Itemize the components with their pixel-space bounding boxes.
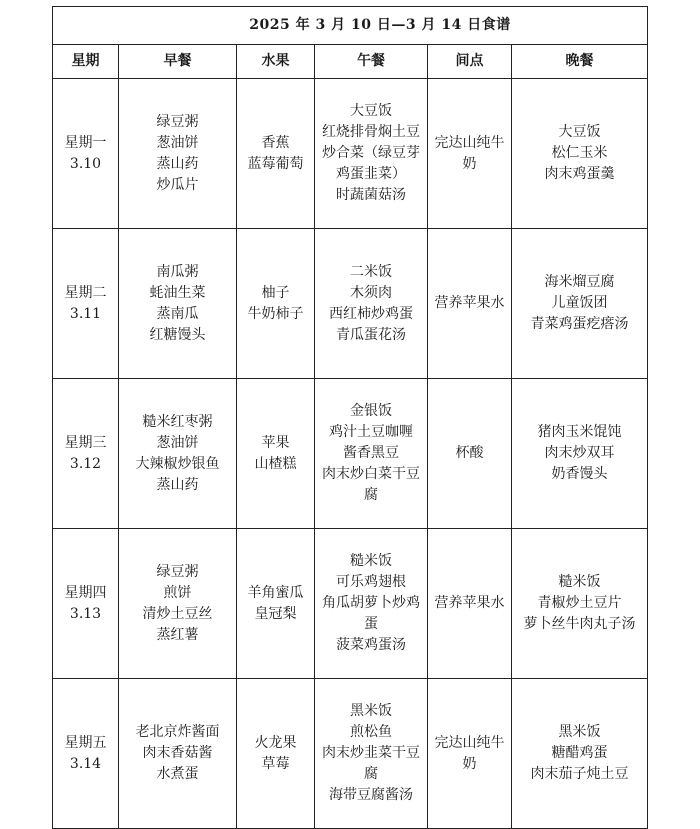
fruit-cell [237, 79, 315, 229]
menu-item: 蚝油生菜 [149, 284, 206, 301]
menu-item: 木须肉 [350, 284, 392, 301]
menu-item: 老北京炸酱面 [135, 724, 220, 740]
menu-item: 糖醋鸡蛋 [551, 745, 608, 761]
date-label: 3.13 [69, 605, 102, 622]
weekday-label: 星期二 [64, 284, 107, 301]
menu-item: 煎饼 [163, 584, 192, 601]
snack-cell [428, 79, 512, 229]
menu-item: 杯酸 [455, 445, 484, 461]
day-row [53, 229, 648, 379]
day-row [53, 679, 648, 829]
header-lunch: 午餐 [315, 45, 428, 79]
menu-item: 糙米饭 [558, 574, 601, 590]
header-snack: 间点 [428, 45, 512, 79]
day-row [53, 79, 648, 229]
menu-item: 奶香馒头 [551, 466, 608, 482]
menu-table [52, 6, 648, 829]
snack-cell [428, 679, 512, 829]
menu-item: 肉末香菇酱 [142, 745, 213, 761]
menu-item: 水煮蛋 [156, 766, 199, 782]
menu-item: 菠菜鸡蛋汤 [336, 637, 406, 653]
menu-item: 山楂糕 [254, 455, 297, 472]
menu-title: 2025 年 3 月 10 日—3 月 14 日食谱 [249, 17, 511, 33]
menu-item: 柚子 [261, 284, 290, 301]
header-dinner: 晚餐 [512, 45, 648, 79]
weekday-label: 星期四 [64, 584, 107, 601]
menu-item: 黑米饭 [350, 703, 392, 719]
breakfast-cell [119, 679, 237, 829]
date-label: 3.12 [69, 455, 102, 472]
menu-item: 萝卜丝牛肉丸子汤 [523, 616, 636, 632]
lunch-cell [315, 79, 428, 229]
day-row [53, 379, 648, 529]
weekday-label: 星期五 [64, 734, 107, 751]
menu-item: 蒸山药 [156, 476, 199, 493]
menu-item: 煎松鱼 [350, 724, 392, 740]
fruit-cell [237, 679, 315, 829]
dinner-cell [512, 529, 648, 679]
breakfast-cell [119, 79, 237, 229]
lunch-cell [315, 529, 428, 679]
menu-item: 金银饭 [350, 403, 392, 419]
menu-item: 海带豆腐酱汤 [329, 787, 413, 803]
breakfast-cell [119, 529, 237, 679]
menu-item: 苹果 [261, 434, 290, 451]
snack-cell [428, 229, 512, 379]
menu-item: 鸡汁土豆咖喱 [329, 424, 413, 440]
menu-item: 蓝莓葡萄 [247, 155, 304, 172]
menu-item: 完达山纯牛奶 [434, 734, 505, 772]
menu-item: 松仁玉米 [551, 145, 608, 161]
menu-item: 草莓 [261, 755, 290, 772]
header-row [53, 45, 648, 79]
fruit-cell [237, 379, 315, 529]
snack-cell [428, 529, 512, 679]
menu-item: 糙米红枣粥 [142, 413, 213, 430]
weekday-cell [53, 79, 119, 229]
menu-item: 营养苹果水 [434, 295, 505, 311]
menu-item: 儿童饭团 [551, 295, 608, 311]
weekday-cell [53, 379, 119, 529]
menu-item: 香蕉 [261, 134, 290, 151]
dinner-cell [512, 79, 648, 229]
menu-item: 海米熘豆腐 [544, 274, 615, 290]
menu-item: 猪肉玉米馄饨 [537, 424, 622, 440]
menu-item: 牛奶柿子 [247, 305, 304, 322]
menu-item: 西红柿炒鸡蛋 [329, 305, 413, 322]
header-fruit: 水果 [237, 45, 315, 79]
day-row [53, 529, 648, 679]
fruit-cell [237, 229, 315, 379]
date-label: 3.11 [69, 305, 102, 322]
menu-item: 蒸南瓜 [156, 305, 199, 322]
menu-item: 大豆饭 [558, 124, 601, 140]
menu-item: 青椒炒土豆片 [537, 595, 622, 611]
menu-item: 肉末炒白菜干豆腐 [322, 466, 420, 503]
menu-item: 清炒土豆丝 [142, 605, 213, 622]
menu-item: 黑米饭 [558, 724, 601, 740]
menu-item: 蒸山药 [156, 155, 199, 172]
lunch-cell [315, 679, 428, 829]
weekday-cell [53, 229, 119, 379]
menu-item: 绿豆粥 [156, 113, 199, 130]
menu-item: 肉末炒双耳 [544, 445, 615, 461]
menu-item: 二米饭 [350, 263, 392, 280]
menu-item: 可乐鸡翅根 [336, 574, 406, 590]
menu-item: 炒瓜片 [156, 176, 199, 193]
menu-item: 肉末炒韭菜干豆腐 [322, 745, 420, 782]
menu-item: 羊角蜜瓜 [247, 584, 304, 601]
menu-item: 火龙果 [254, 734, 297, 751]
menu-item: 炒合菜（绿豆芽鸡蛋韭菜） [322, 145, 420, 182]
lunch-cell [315, 379, 428, 529]
dinner-cell [512, 679, 648, 829]
menu-item: 葱油饼 [156, 434, 199, 451]
menu-item: 葱油饼 [156, 134, 199, 151]
menu-item: 蒸红薯 [156, 626, 199, 643]
date-label: 3.10 [69, 155, 102, 172]
menu-item: 肉末茄子炖土豆 [530, 766, 629, 782]
menu-title-cell [53, 7, 648, 45]
menu-item: 酱香黑豆 [343, 445, 399, 461]
weekday-label: 星期三 [64, 434, 107, 451]
breakfast-cell [119, 229, 237, 379]
menu-item: 糙米饭 [350, 553, 392, 569]
menu-item: 大辣椒炒银鱼 [135, 455, 220, 472]
fruit-cell [237, 529, 315, 679]
menu-item: 皇冠梨 [254, 605, 297, 622]
lunch-cell [315, 229, 428, 379]
snack-cell [428, 379, 512, 529]
header-breakfast: 早餐 [119, 45, 237, 79]
menu-item: 南瓜粥 [156, 263, 199, 280]
menu-item: 完达山纯牛奶 [434, 134, 505, 172]
dinner-cell [512, 229, 648, 379]
date-label: 3.14 [69, 755, 102, 772]
menu-item: 青瓜蛋花汤 [336, 326, 406, 343]
menu-item: 红烧排骨焖土豆 [322, 124, 420, 140]
menu-item: 青菜鸡蛋疙瘩汤 [530, 316, 629, 332]
menu-item: 大豆饭 [350, 103, 392, 119]
menu-item: 时蔬菌菇汤 [336, 187, 406, 203]
weekday-cell [53, 529, 119, 679]
menu-item: 肉末鸡蛋羹 [544, 166, 615, 182]
menu-item: 营养苹果水 [434, 595, 505, 611]
menu-body [53, 79, 648, 829]
menu-item: 红糖馒头 [149, 326, 206, 343]
dinner-cell [512, 379, 648, 529]
breakfast-cell [119, 379, 237, 529]
weekday-label: 星期一 [64, 134, 107, 151]
menu-item: 角瓜胡萝卜炒鸡蛋 [322, 595, 420, 632]
weekday-cell [53, 679, 119, 829]
header-weekday: 星期 [53, 45, 119, 79]
menu-item: 绿豆粥 [156, 563, 199, 580]
